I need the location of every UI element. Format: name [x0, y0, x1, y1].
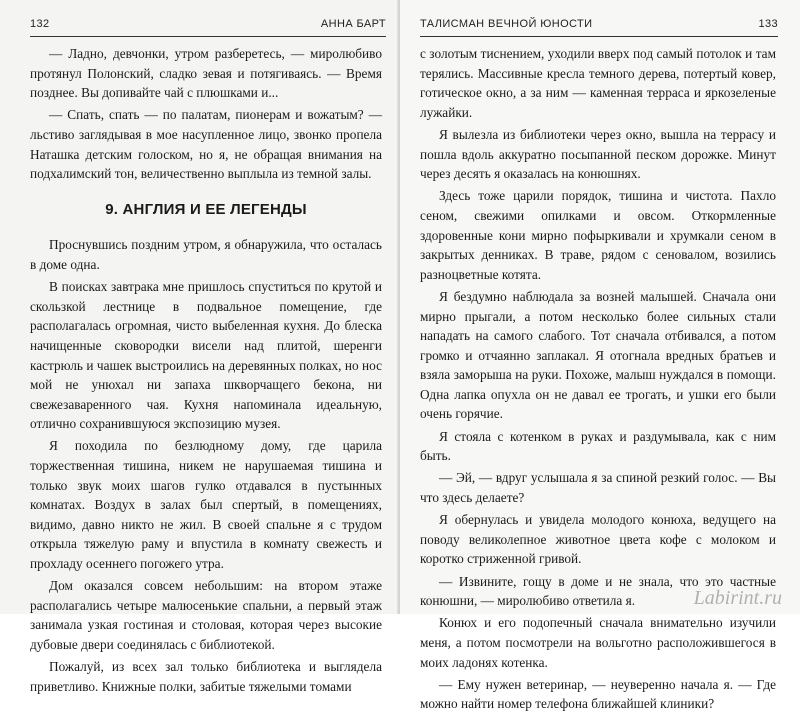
paragraph: Проснувшись поздним утром, я обнаружила, что осталась в доме одна. [30, 237, 382, 272]
paragraph: — Эй, — вдруг услышала я за спиной резкий голос. — Вы что здесь делаете? [420, 470, 776, 506]
paragraph: Я обернулась и увидела молодого конюха, ведущего на поводу великолепное животное цвета кофе с молоком и коротко стриженной гривой. [420, 512, 776, 567]
page-number: 133 [758, 18, 778, 30]
paragraph: — Извините, гощу в доме и не знала, что это частные конюшни, — миролюбиво ответила я. [420, 573, 776, 609]
running-head: АННА БАРТ [320, 18, 386, 30]
paragraph: Я вылезла из библиотеки через окно, вышла на террасу и пошла вдоль аккуратно посыпанной песком дорожке. Минут через десять я оказалась на конюшнях. [420, 126, 776, 182]
right-page-body [420, 44, 776, 717]
paragraph: Дом оказался совсем небольшим: на втором этаже располагались четыре малюсенькие спальни, а первый этаж занимала узкая гостиная и столовая, которая через высокие дубовые двери соединялась с библиотекой. [30, 578, 382, 652]
paragraph: — Ему нужен ветеринар, — неуверенно начала я. — Где можно найти номер телефона ближайшей клиники? [420, 676, 776, 712]
paragraph: Я походила по безлюдному дому, где царила торжественная тишина, никем не нарушаемая тишина и только звук моих шагов гулко отдавался в пустынных комнатах. Воздух в залах был спертый, в помещениях, видимо, давно никто не жил. В своей спальне я с трудом открыла тяжелую раму и впустила в комнату свежесть и прохладу осеннего погожего утра. [30, 438, 382, 572]
paragraph: Я бездумно наблюдала за возней малышей. Сначала они мирно прыгали, а потом несколько более сильных стали нападать на самого слабого. Тот сначала отбивался, а потом громко и отчаянно заплакал. Я отогнала вредных братьев и взяла заморыша на руки. Похоже, малыш нуждался в помощи. Одна лапка опухла он не давал ее трогать, и ушки его были очень горячие. [420, 288, 776, 422]
header-rule [420, 36, 778, 37]
left-page-body [30, 44, 382, 699]
paragraph: с золотым тиснением, уходили вверх под самый потолок и там терялись. Массивные кресла темного дерева, потертый ковер, готическое окно, а за ним — каменная терраса и яркозеленые лужайки. [420, 46, 776, 120]
paragraph: Пожалуй, из всех зал только библиотека и выглядела приветливо. Книжные полки, забитые тяжелыми томами [30, 659, 382, 694]
left-page-header [30, 14, 386, 36]
watermark: Labirint.ru [693, 587, 782, 609]
paragraph: — Ладно, девчонки, утром разберетесь, — миролюбиво протянул Полонский, сладко зевая и потягиваясь. — Время позднее. Вы допивайте чай с плюшками и... [30, 46, 382, 101]
paragraph: — Спать, спать — по палатам, пионерам и вожатым? — льстиво заглядывая в мое насупленное лицо, звонко пропела Наташка детским голоском, но я, не обращая внимания на подхалимский тон, величественно выплыла из темной залы. [30, 107, 382, 182]
right-page-header [420, 14, 778, 36]
right-page [400, 0, 800, 712]
paragraph: Я стояла с котенком в руках и раздумывала, как с ним быть. [420, 428, 776, 464]
page-number: 132 [30, 18, 50, 30]
paragraph: Здесь тоже царили порядок, тишина и чистота. Пахло сеном, свежими опилками и овсом. Откормленные здоровенные кони мирно пофыркивали и хрумкали сеном в закрытых денниках. В траве, рядом с сеновалом, возились разноцветные котята. [420, 188, 776, 282]
chapter-title: 9. АНГЛИЯ И ЕЕ ЛЕГЕНДЫ [105, 200, 307, 218]
running-head: ТАЛИСМАН ВЕЧНОЙ ЮНОСТИ [420, 18, 593, 30]
paragraph: Конюх и его подопечный сначала внимательно изучили меня, а потом посмотрели на вольготно расположившегося в моих ладонях котенка. [420, 615, 776, 670]
header-rule [30, 36, 386, 37]
paragraph: В поисках завтрака мне пришлось спуститься по крутой и скользкой лестнице в подвальное помещение, где располагалась огромная, чисто выбеленная кухня. До блеска начищенные сковородки висели над плитой, шеренги кастрюль и чашек выстроились на деревянных полках, но нос мой не унюхал ни запаха шкворчащего бекона, ни свежезаваренного чая. Кухня напоминала идеальную, отлично сохранившуюся экспозицию музея. [30, 279, 382, 432]
left-page [0, 0, 400, 694]
